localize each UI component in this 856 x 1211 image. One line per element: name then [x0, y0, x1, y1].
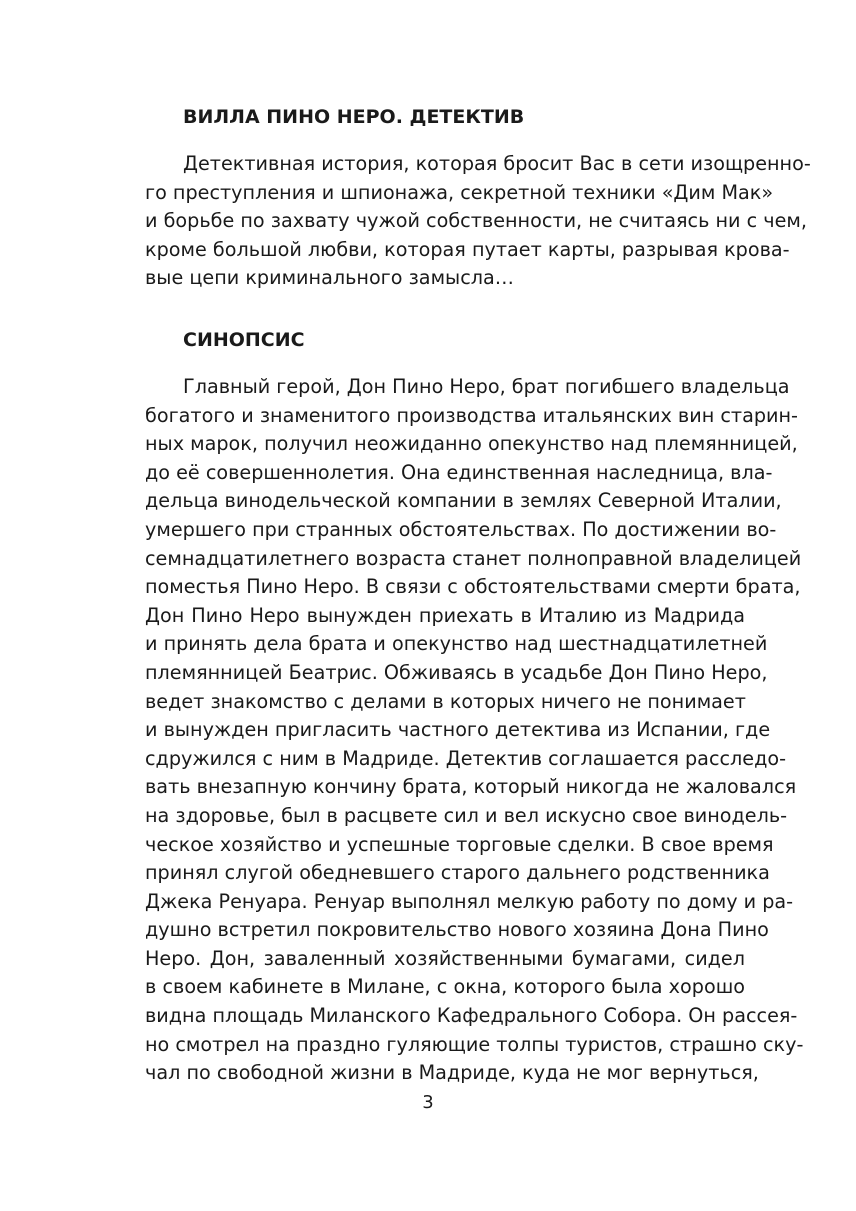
paragraph-line: Главный герой, Дон Пино Неро, брат погибшего владельца [183, 375, 790, 398]
paragraph-line: ческое хозяйство и успешные торговые сделки. В свое время [145, 832, 774, 856]
paragraph-line: го преступления и шпионажа, секретной техники «Дим Мак» [145, 180, 774, 204]
paragraph-line: кроме большой любви, которая путает карты, разрывая крова- [145, 237, 790, 261]
paragraph-line: вать внезапную кончину брата, который никогда не жаловался [145, 775, 797, 799]
paragraph-line: на здоровье, был в расцвете сил и вел искусно свое винодель- [145, 803, 788, 827]
paragraph-line: Дон Пино Неро вынужден приехать в Италию из Мадрида [145, 603, 745, 627]
paragraph-line: и борьбе по захвату чужой собственности, не считаясь ни с чем, [145, 209, 807, 233]
section-body-synopsis [145, 373, 804, 1088]
paragraph-line: видна площадь Миланского Кафедрального Собора. Он рассея- [145, 1004, 798, 1028]
paragraph-line: ных марок, получил неожиданно опекунство над племянницей, [145, 432, 798, 456]
paragraph-line: племянницей Беатрис. Обживаясь в усадьбе Дон Пино Неро, [145, 660, 768, 684]
paragraph-line: дельца винодельческой компании в землях Северной Италии, [145, 489, 782, 513]
paragraph-line: богатого и знаменитого производства итальянских вин старин- [145, 403, 798, 427]
paragraph-line: поместья Пино Неро. В связи с обстоятельствами смерти брата, [145, 575, 801, 599]
paragraph-line: принял слугой обедневшего старого дальнего родственника [145, 861, 770, 885]
paragraph-line: ведет знакомство с делами в которых ничего не понимает [145, 689, 746, 713]
paragraph-line: чал по свободной жизни в Мадриде, куда не мог вернуться, [145, 1061, 759, 1085]
paragraph-line: до её совершеннолетия. Она единственная наследница, вла- [145, 460, 773, 484]
paragraph-line: в своем кабинете в Милане, с окна, которого была хорошо [145, 975, 745, 999]
paragraph-line: вые цепи криминального замысла… [145, 266, 514, 290]
section-title-synopsis: СИНОПСИС [183, 329, 305, 351]
paragraph-line: умершего при странных обстоятельствах. По достижении во- [145, 517, 777, 541]
paragraph-line: душно встретил покровительство нового хозяина Дона Пино [145, 918, 769, 942]
paragraph-line: но смотрел на праздно гуляющие толпы туристов, страшно ску- [145, 1032, 804, 1056]
paragraph-line: Неро. Дон, заваленный хозяйственными бумагами, сидел [145, 946, 745, 970]
paragraph-line: Джека Ренуара. Ренуар выполнял мелкую работу по дому и ра- [145, 889, 794, 913]
paragraph-line: сдружился с ним в Мадриде. Детектив соглашается расследо- [145, 746, 787, 770]
paragraph-line: и принять дела брата и опекунство над шестнадцатилетней [145, 632, 768, 656]
page-number: 3 [422, 1092, 434, 1113]
paragraph-line: и вынужден пригласить частного детектива из Испании, где [145, 718, 771, 742]
paragraph-line: Детективная история, которая бросит Вас в сети изощренно- [183, 152, 811, 175]
section-title-villa: ВИЛЛА ПИНО НЕРО. ДЕТЕКТИВ [183, 106, 525, 128]
section-body-villa [145, 150, 811, 293]
paragraph-line: семнадцатилетнего возраста станет полноправной владелицей [145, 546, 802, 570]
